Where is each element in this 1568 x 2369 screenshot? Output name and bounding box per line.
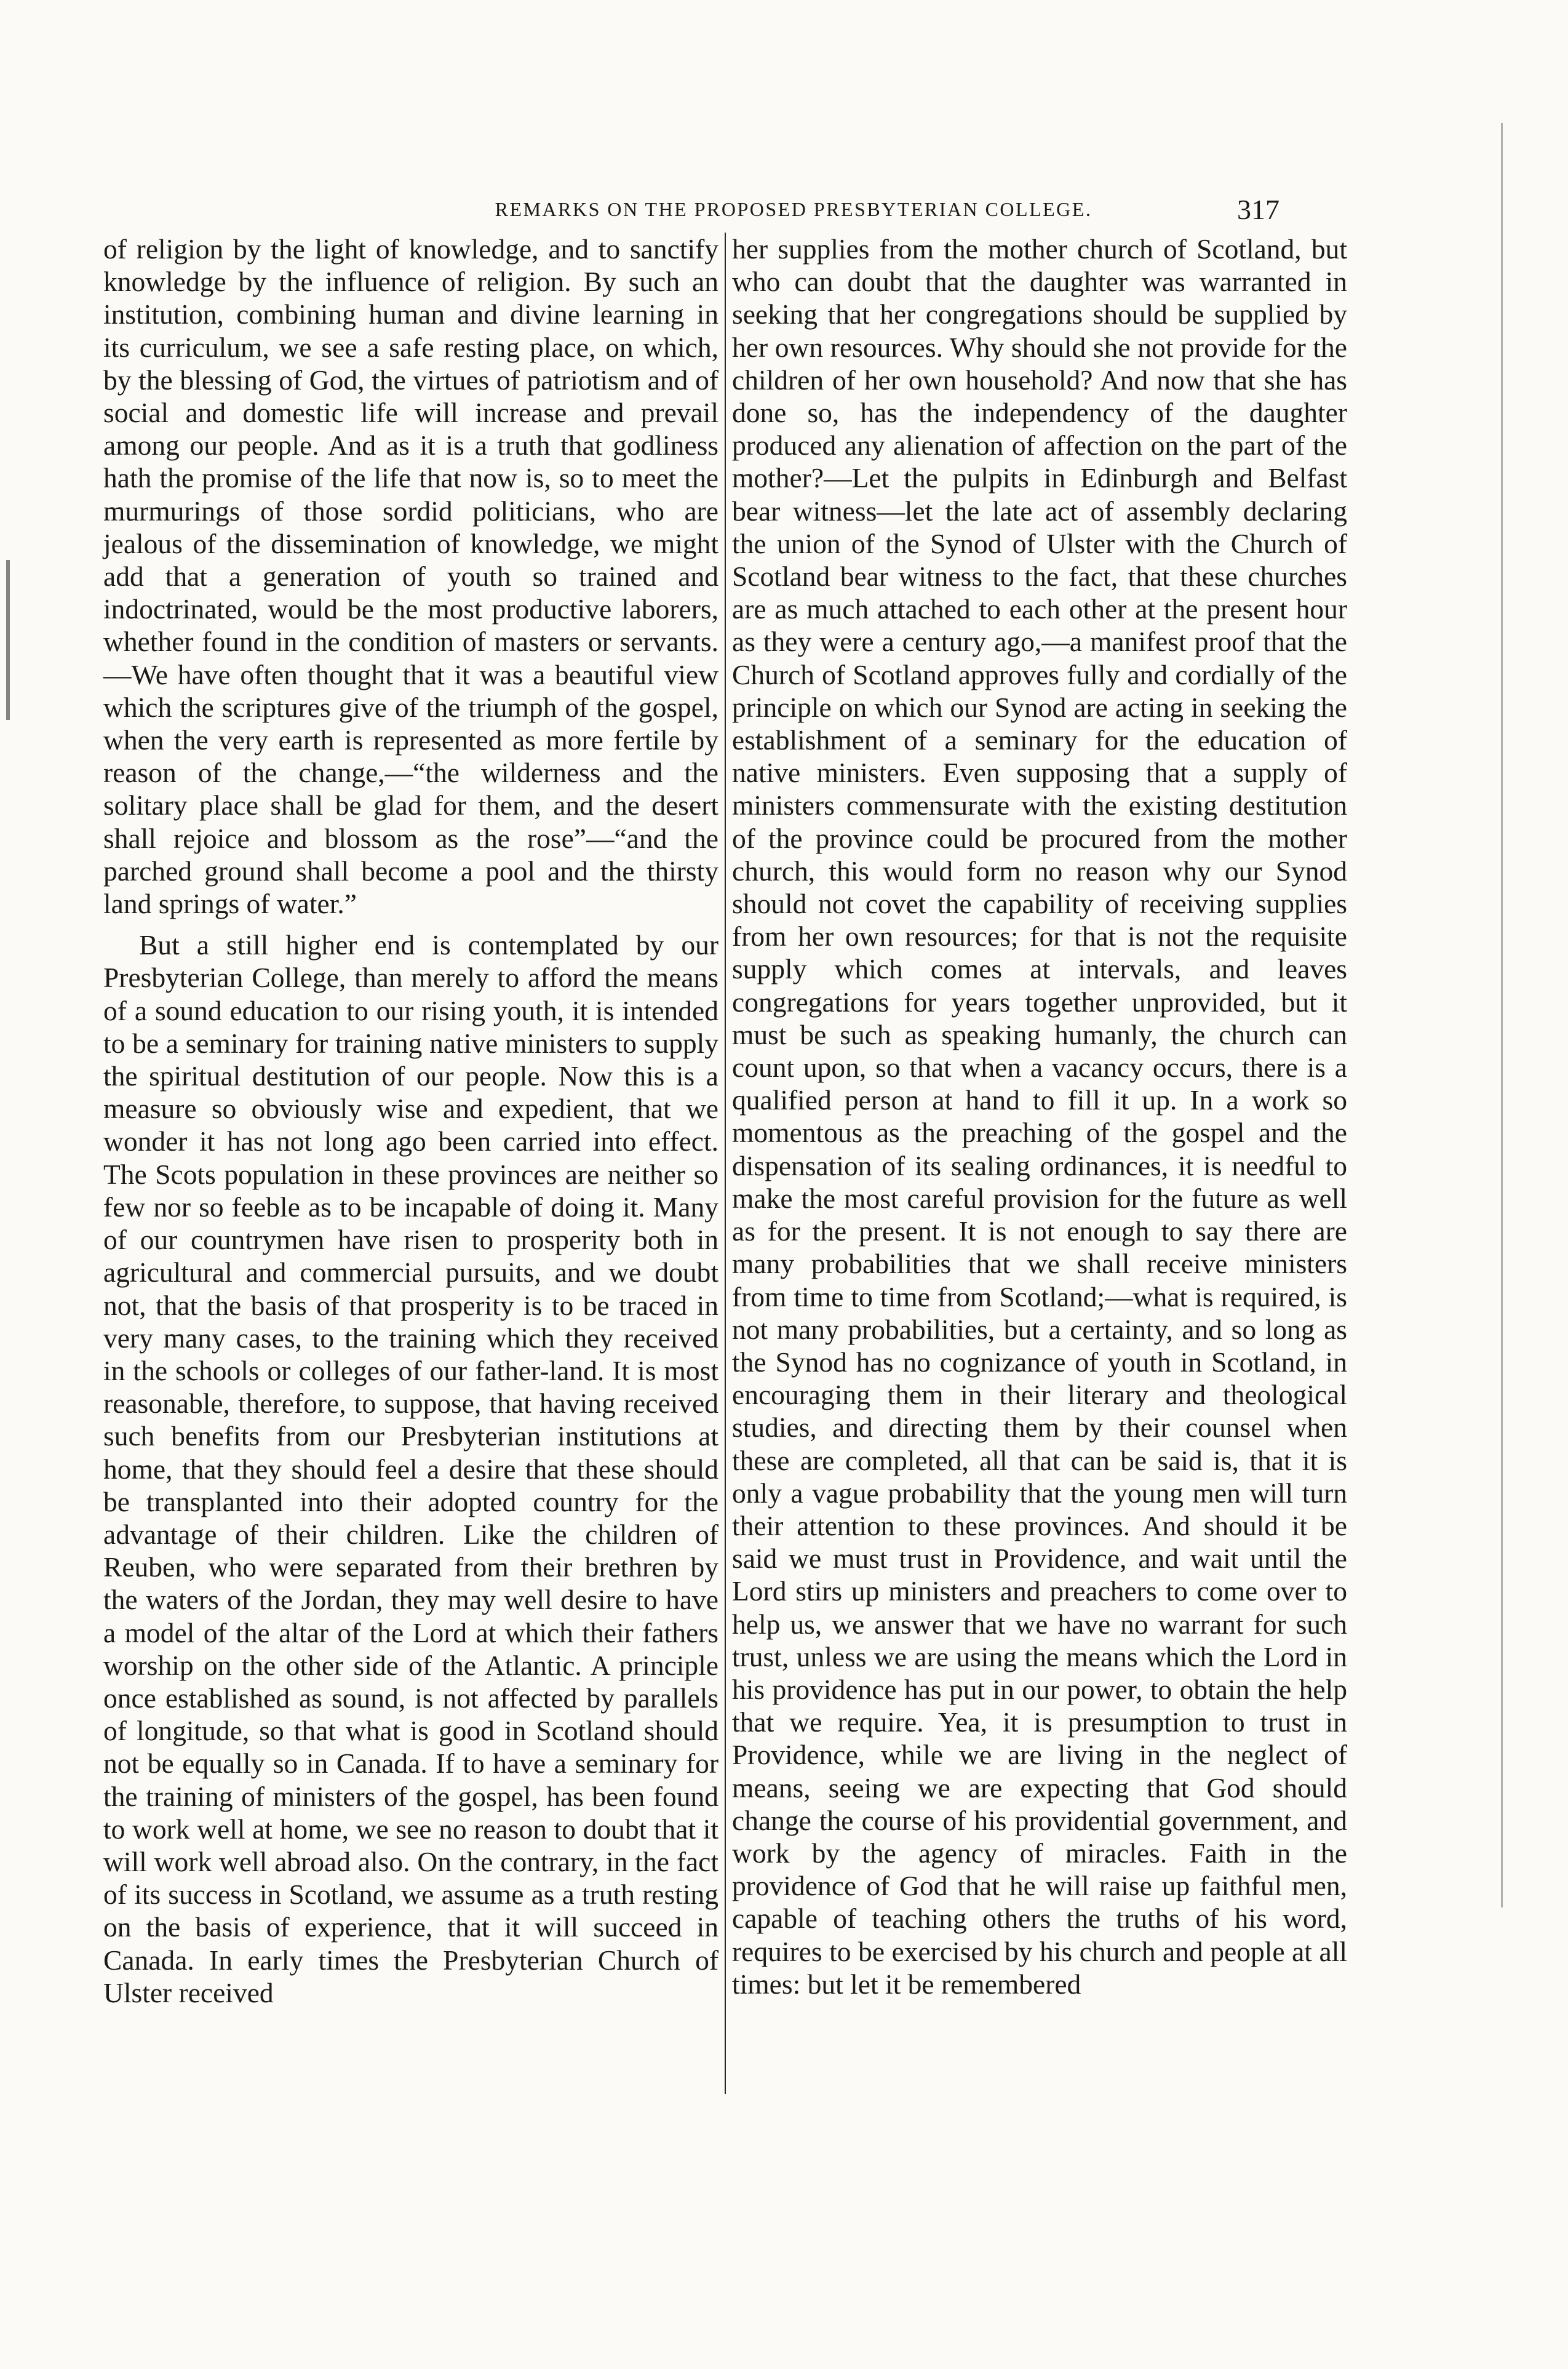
- page-number: 317: [1237, 194, 1279, 225]
- page-header: [92, 194, 1323, 235]
- left-paragraph-1: of religion by the light of knowledge, and to sanctify knowledge by the influence of religion. By such an institution, combining human and divine learning in its curriculum, we see a safe resting place, on which, by the blessing of God, the virtues of patriotism and of social and domestic life will increase and prevail among our people. And as it is a truth that godliness hath the promise of the life that now is, so to meet the murmurings of those sordid politicians, who are jealous of the dissemination of knowledge, we might add that a generation of youth so trained and indoctrinated, would be the most productive laborers, whether found in the condition of masters or servants.—We have often thought that it was a beautiful view which the scriptures give of the triumph of the gospel, when the very earth is represented as more fertile by reason of the change,—“the wilderness and the solitary place shall be glad for them, and the desert shall rejoice and blossom as the rose”—“and the parched ground shall become a pool and the thirsty land springs of water.”: [103, 233, 718, 920]
- right-column: [732, 233, 1347, 2000]
- scan-edge-mark-left: [6, 560, 10, 720]
- left-paragraph-2: But a still higher end is contemplated by our Presbyterian College, than merely to afford the means of a sound education to our rising youth, it is intended to be a seminary for training native ministers to supply the spiritual destitution of our people. Now this is a measure so obviously wise and expedient, that we wonder it has not long ago been carried into effect. The Scots population in these provinces are neither so few nor so feeble as to be incapable of doing it. Many of our countrymen have risen to prosperity both in agricultural and commercial pursuits, and we doubt not, that the basis of that prosperity is to be traced in very many cases, to the training which they received in the schools or colleges of our father-land. It is most reasonable, therefore, to suppose, that having received such benefits from our Presbyterian institutions at home, that they should feel a desire that these should be transplanted into their adopted country for the advantage of their children. Like the children of Reuben, who were separated from their brethren by the waters of the Jordan, they may well desire to have a model of the altar of the Lord at which their fathers worship on the other side of the Atlantic. A principle once established as sound, is not affected by parallels of longitude, so that what is good in Scotland should not be equally so in Canada. If to have a seminary for the training of ministers of the gospel, has been found to work well at home, we see no reason to doubt that it will work well abroad also. On the contrary, in the fact of its success in Scotland, we assume as a truth resting on the basis of experience, that it will succeed in Canada. In early times the Presbyterian Church of Ulster received: [103, 929, 718, 2008]
- left-column: [103, 233, 718, 2009]
- column-divider: [725, 233, 726, 2094]
- scan-edge-mark-right: [1501, 123, 1503, 1908]
- right-paragraph-1: her supplies from the mother church of Scotland, but who can doubt that the daughter was warranted in seeking that her congregations should be supplied by her own resources. Why should she not provide for the children of her own household? And now that she has done so, has the independency of the daughter produced any alienation of affection on the part of the mother?—Let the pulpits in Edinburgh and Belfast bear witness—let the late act of assembly declaring the union of the Synod of Ulster with the Church of Scotland bear witness to the fact, that these churches are as much attached to each other at the present hour as they were a century ago,—a manifest proof that the Church of Scotland approves fully and cordially of the principle on which our Synod are acting in seeking the establishment of a seminary for the education of native ministers. Even supposing that a supply of ministers commensurate with the existing destitution of the province could be procured from the mother church, this would form no reason why our Synod should not covet the capability of receiving supplies from her own resources; for that is not the requisite supply which comes at intervals, and leaves congregations for years together unprovided, but it must be such as speaking humanly, the church can count upon, so that when a vacancy occurs, there is a qualified person at hand to fill it up. In a work so momentous as the preaching of the gospel and the dispensation of its sealing ordinances, it is needful to make the most careful provision for the future as well as for the present. It is not enough to say there are many probabilities that we shall receive ministers from time to time from Scotland;—what is required, is not many probabilities, but a certainty, and so long as the Synod has no cognizance of youth in Scotland, in encouraging them in their literary and theological studies, and directing them by their counsel when these are completed, all that can be said is, that it is only a vague probability that the young men will turn their attention to these provinces. And should it be said we must trust in Providence, and wait until the Lord stirs up ministers and preachers to come over to help us, we answer that we have no warrant for such trust, unless we are using the means which the Lord in his providence has put in our power, to obtain the help that we require. Yea, it is presumption to trust in Providence, while we are living in the neglect of means, seeing we are expecting that God should change the course of his providential government, and work by the agency of miracles. Faith in the providence of God that he will raise up faithful men, capable of teaching others the truths of his word, requires to be exercised by his church and people at all times: but let it be remembered: [732, 233, 1347, 2000]
- running-head: REMARKS ON THE PROPOSED PRESBYTERIAN COLLEGE.: [495, 198, 1092, 220]
